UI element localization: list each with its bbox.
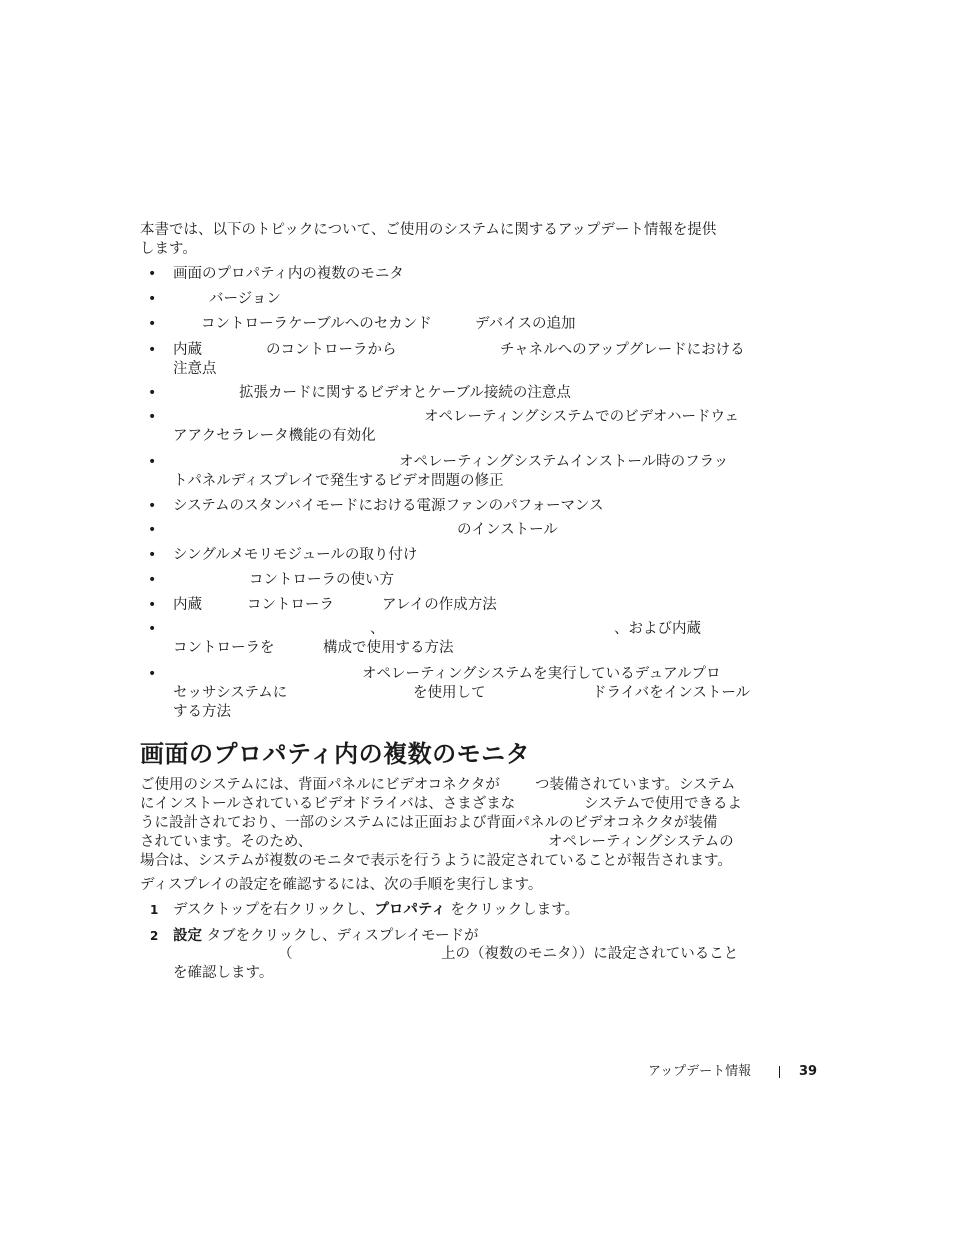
section-heading: 画面のプロパティ内の複数のモニタ: [140, 740, 531, 768]
bullet-marker: •: [148, 547, 157, 563]
bullet-marker: •: [148, 454, 157, 470]
list-item-text: シングルメモリモジュールの取り付け: [173, 547, 418, 563]
list-item-text: コントローラケーブルへのセカンド: [201, 316, 432, 332]
paragraph-line: にインストールされているビデオドライバは、さまざまな: [140, 796, 516, 812]
paragraph-line: 場合は、システムが複数のモニタで表示を行うように設定されていることが報告されます。: [140, 853, 732, 869]
paragraph-line: ご使用のシステムには、背面パネルにビデオコネクタが: [140, 777, 500, 793]
list-item-text: コントローラを: [173, 640, 275, 656]
step-1-bold: プロパティ: [374, 902, 446, 918]
bullet-marker: •: [148, 409, 157, 425]
bullet-marker: •: [148, 597, 157, 613]
footer-title: アップデート情報: [648, 1064, 752, 1079]
bullet-marker: •: [148, 666, 157, 682]
step-2-line-2b: 上の（複数のモニタ））に設定されていること: [441, 946, 739, 962]
step-2-line-2a: （: [278, 946, 293, 962]
list-item-text: 内蔵: [173, 342, 202, 358]
list-item-text: 画面のプロパティ内の複数のモニタ: [173, 266, 404, 282]
list-item-text: トパネルディスプレイで発生するビデオ問題の修正: [173, 473, 504, 489]
list-item-text: オペレーティングシステムインストール時のフラッ: [399, 454, 729, 470]
list-item-text: 注意点: [173, 361, 217, 377]
list-item-text: 構成で使用する方法: [323, 640, 454, 656]
step-2-post: タブをクリックし、ディスプレイモードが: [202, 928, 479, 944]
step-2-bold: 設定: [173, 928, 202, 944]
list-item-text: オペレーティングシステムでのビデオハードウェ: [424, 409, 739, 425]
intro-line-1: 本書では、以下のトピックについて、ご使用のシステムに関するアップデート情報を提供: [140, 222, 717, 238]
section-paragraph-2: ディスプレイの設定を確認するには、次の手順を実行します。: [140, 877, 543, 893]
list-item-text: する方法: [173, 704, 231, 720]
paragraph-line: オペレーティングシステムの: [548, 834, 734, 850]
list-item-text: のインストール: [457, 522, 558, 538]
list-item-text: を使用して: [413, 685, 486, 701]
step-1-post: をクリックします。: [445, 902, 580, 918]
footer-separator: [779, 1066, 780, 1078]
bullet-marker: •: [148, 572, 157, 588]
step-2-line-1: [173, 927, 478, 946]
paragraph-line: つ装備されています。システム: [535, 777, 736, 793]
list-item-text: チャネルへのアップグレードにおける: [500, 342, 745, 358]
page-number: 39: [799, 1064, 818, 1079]
list-item-text: デバイスの追加: [475, 316, 576, 332]
list-item-text: 、: [370, 621, 385, 637]
bullet-marker: •: [148, 342, 157, 358]
paragraph-line: うに設計されており、一部のシステムには正面および背面パネルのビデオコネクタが装備: [140, 815, 718, 831]
list-item-text: コントローラ: [247, 597, 334, 613]
step-number: 1: [150, 903, 159, 917]
bullet-marker: •: [148, 522, 157, 538]
paragraph-line: されています。そのため、: [140, 834, 313, 850]
bullet-marker: •: [148, 316, 157, 332]
list-item-text: 拡張カードに関するビデオとケーブル接続の注意点: [239, 385, 571, 401]
list-item-text: ドライバをインストール: [592, 685, 751, 701]
list-item-text: システムのスタンバイモードにおける電源ファンのパフォーマンス: [173, 498, 604, 514]
step-1-text: [173, 901, 579, 920]
list-item-text: アアクセラレータ機能の有効化: [173, 428, 376, 444]
step-number: 2: [150, 929, 159, 943]
step-1-pre: デスクトップを右クリックし、: [173, 902, 375, 918]
list-item-text: アレイの作成方法: [382, 597, 497, 613]
bullet-marker: •: [148, 385, 157, 401]
paragraph-line: システムで使用できるよ: [584, 796, 743, 812]
step-2-line-3: を確認します。: [173, 965, 274, 981]
bullet-marker: •: [148, 291, 157, 307]
list-item-text: セッサシステムに: [173, 685, 288, 701]
bullet-marker: •: [148, 266, 157, 282]
bullet-marker: •: [148, 498, 157, 514]
list-item-text: 内蔵: [173, 597, 202, 613]
list-item-text: コントローラの使い方: [249, 572, 394, 588]
list-item-text: オペレーティングシステムを実行しているデュアルプロ: [362, 666, 721, 682]
intro-line-2: します。: [140, 241, 197, 257]
bullet-marker: •: [148, 621, 157, 637]
list-item-text: のコントローラから: [266, 342, 397, 358]
list-item-text: 、および内蔵: [614, 621, 701, 637]
list-item-text: バージョン: [209, 291, 281, 307]
